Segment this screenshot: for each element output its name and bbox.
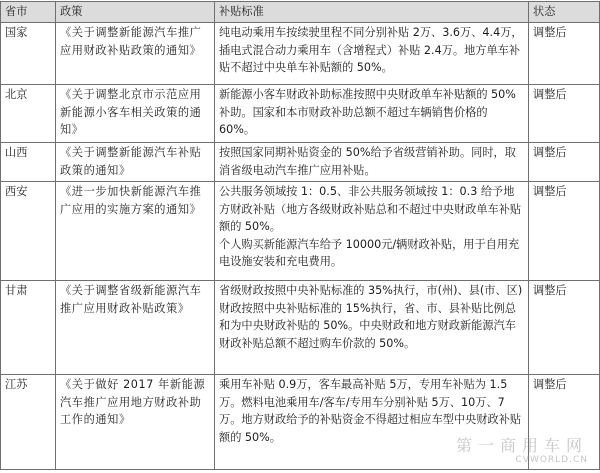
watermark-cn: 第一商用车网 xyxy=(455,436,588,455)
standard-cell xyxy=(215,182,529,281)
status-cell: 调整后 xyxy=(529,143,600,182)
status-cell: 调整后 xyxy=(529,85,600,143)
province-cell: 甘肃 xyxy=(1,281,56,375)
header-policy: 政策 xyxy=(56,2,215,23)
table-row xyxy=(1,23,600,85)
province-cell: 江苏 xyxy=(1,375,56,470)
policy-cell: 《进一步加快新能源汽车推广应用的实施方案的通知》 xyxy=(56,182,215,281)
watermark-en: CVWORLD.CN xyxy=(515,455,588,465)
table-header-row xyxy=(1,2,600,23)
status-cell: 调整后 xyxy=(529,23,600,85)
subsidy-policy-table xyxy=(0,1,600,470)
province-cell: 山西 xyxy=(1,143,56,182)
standard-cell: 乘用车补贴 0.9万，客车最高补贴 5万，专用车补贴为 1.5万。燃料电池乘用车/客车/专用车分别补贴 5万、10万、7万。地方财政给予的补贴资金不得超过相应车型中央财政补贴额的 50%。 xyxy=(215,375,529,470)
table-row xyxy=(1,375,600,470)
header-province: 省市 xyxy=(1,2,56,23)
header-status: 状态 xyxy=(529,2,600,23)
standard-cell: 新能源小客车财政补助标准按照中央财政单车补贴额的 50%补助。国家和本市财政补助总额不超过车辆销售价格的 60%。 xyxy=(215,85,529,143)
standard-cell: 省级财政按照中央补贴标准的 35%执行，市(州)、县(市、区)财政按照中央补贴标准的 15%执行，省、市、县补贴比例总和为中央财政补贴的 50%。中央财政和地方财政新能源汽车财政补贴总额不超过购车价款的 50%。 xyxy=(215,281,529,375)
policy-cell: 《关于调整新能源汽车推广应用财政补贴政策的通知》 xyxy=(56,23,215,85)
table-row xyxy=(1,281,600,375)
policy-cell: 《关于调整新能源汽车补贴政策的通知》 xyxy=(56,143,215,182)
policy-cell: 《关于做好 2017 年新能源汽车推广应用地方财政补助工作的通知》 xyxy=(56,375,215,470)
standard-paragraph: 个人购买新能源汽车给予 10000元/辆财政补贴，用于自用充电设施安装和充电费用。 xyxy=(219,237,520,268)
table-row xyxy=(1,182,600,281)
province-cell: 国家 xyxy=(1,23,56,85)
status-cell: 调整后 xyxy=(529,182,600,281)
status-cell: 调整后 xyxy=(529,281,600,375)
policy-cell: 《关于调整北京市示范应用新能源小客车相关政策的通知》 xyxy=(56,85,215,143)
table-row xyxy=(1,85,600,143)
province-cell: 北京 xyxy=(1,85,56,143)
table-row xyxy=(1,143,600,182)
standard-paragraph: 公共服务领域按 1：0.5、非公共服务领域按 1：0.3 给予地方财政补贴（地方各级财政补贴总和不超过中央财政单车补贴额的 50%。 xyxy=(219,185,522,233)
standard-cell: 按照国家同期补贴资金的 50%给予省级营销补助。同时，取消省级电动汽车推广应用补贴。 xyxy=(215,143,529,182)
header-standard: 补贴标准 xyxy=(215,2,529,23)
status-cell: 调整后 xyxy=(529,375,600,470)
province-cell: 西安 xyxy=(1,182,56,281)
standard-cell: 纯电动乘用车按续驶里程不同分别补贴 2万、3.6万、4.4万，插电式混合动力乘用车（含增程式）补贴 2.4万。地方单车补贴不超过中央单车补贴额的 50%。 xyxy=(215,23,529,85)
policy-cell: 《关于调整省级新能源汽车推广应用财政补贴政策》 xyxy=(56,281,215,375)
